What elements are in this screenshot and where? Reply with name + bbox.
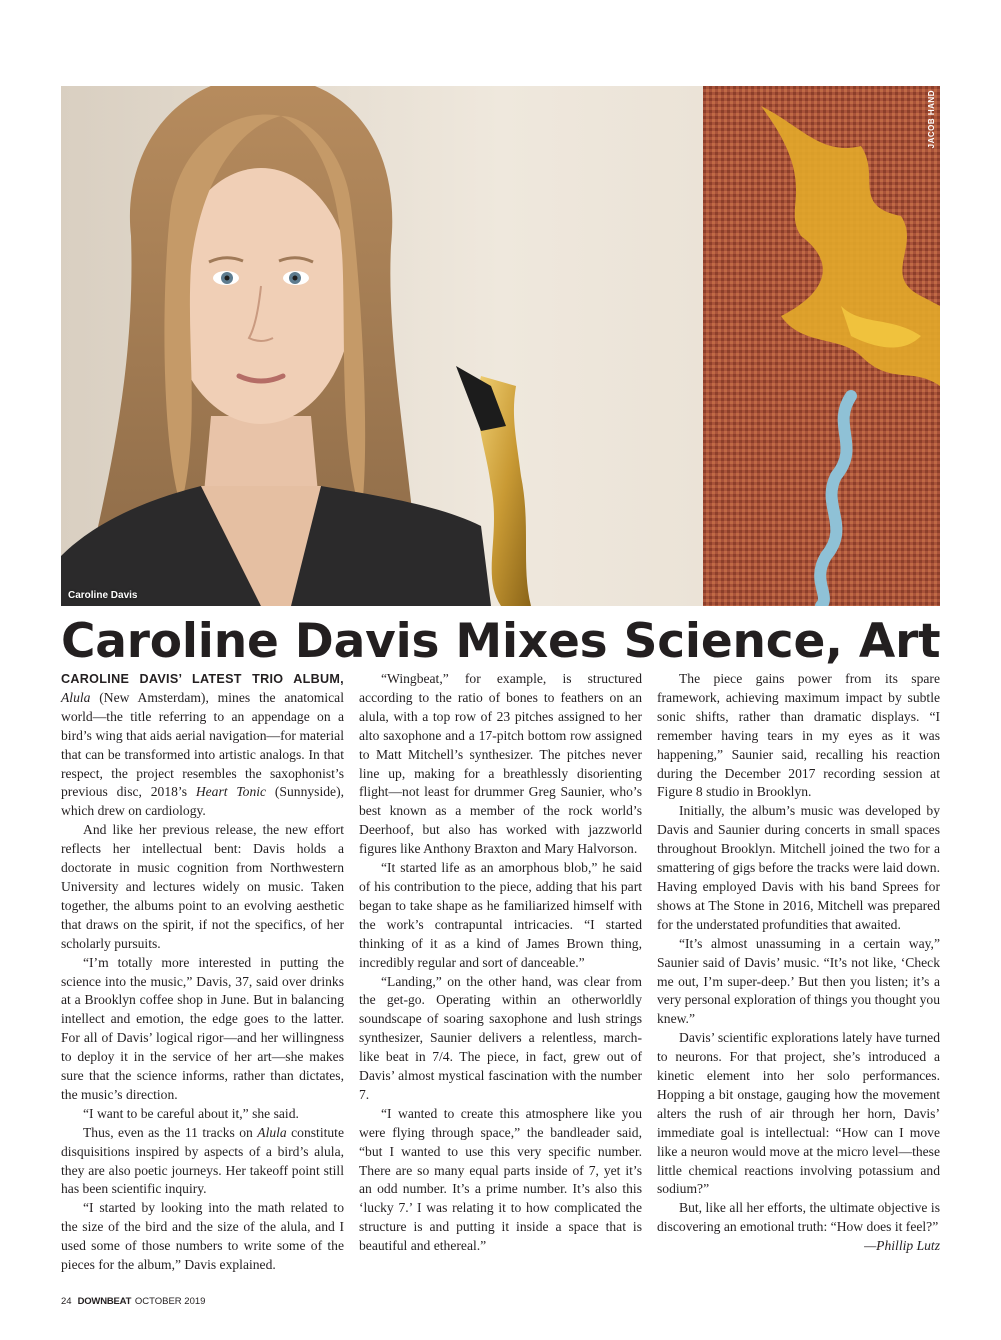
paragraph-text: (New Amsterdam), mines the anatomical world—the title referring to an appendage on a bird’s wing that aids aerial navigation—for material that can be transformed into artistic analogs. In that respect, the project resembles the saxophonist’s previous disc, 2018’s [61, 689, 344, 800]
album-title: Alula [257, 1124, 287, 1140]
article-column-1 [61, 670, 344, 1275]
paragraph-text: But, like all her efforts, the ultimate objective is discovering an emotional truth: “How does it feel?” [657, 1200, 940, 1235]
paragraph-text: (Sunnyside), which drew on cardiology. [61, 784, 344, 819]
paragraph: Davis’ scientific explorations lately have turned to neurons. For that project, she’s introduced a kinetic element into her solo performances. Hopping a bit onstage, gauging how the movement alters the rush of air through her horn, Davis’ immediate goal is intellectual: “How can I move like a neuron would move at the micro level—these little chemical reactions involving potassium and sodium?” [657, 1030, 940, 1197]
paragraph: “It’s almost unassuming in a certain way,” Saunier said of Davis’ music. “It’s not like, ‘Check me out, I’m super-deep.’ But then you listen; it’s a very personal exploration of things you thought you knew.” [657, 935, 940, 1027]
author-byline: —Phillip Lutz [864, 1238, 940, 1254]
photo-credit: JACOB HAND [927, 90, 936, 149]
paragraph: “I wanted to create this atmosphere like you were flying through space,” the bandleader said, “but I wanted to use this very specific number. There are so many equal parts inside of 7, yet it’s an odd number. It’s a prime number. It’s also this ‘lucky 7.’ I was relating it to how complicated the structure is and putting it inside a space that is beautiful and ethereal.” [359, 1105, 642, 1254]
headline: Caroline Davis Mixes Science, Art [61, 614, 941, 669]
paragraph: “I want to be careful about it,” she said. [83, 1105, 299, 1121]
paragraph: And like her previous release, the new effort reflects her intellectual bent: Davis holds a doctorate in music cognition from Northwestern University and lectures widely on music. Taken together, the albums point to an evolving aesthetic that draws on the spirit, if not the specifics, of her scholarly pursuits. [61, 822, 344, 951]
paragraph [657, 1199, 940, 1254]
paragraph: “Landing,” on the other hand, was clear from the get-go. Operating within an otherworldly soundscape of soaring saxophone and lush strings synthesizer, Saunier delivers a relentless, march-like beat in 7/4. The piece, in fact, grew out of Davis’ almost mystical fascination with the number 7. [359, 973, 642, 1102]
page-number: 24 [61, 1296, 72, 1307]
paragraph: Initially, the album’s music was developed by Davis and Saunier during concerts in small spaces throughout Brooklyn. Mitchell joined the two for a smattering of gigs before the tracks were laid down. Having employed Davis with his band Sprees for shows at The Stone in 2016, Mitchell was prepared for the understated profundities that awaited. [657, 803, 940, 932]
article-column-3 [657, 670, 940, 1256]
paragraph-text: Thus, even as the 11 tracks on [83, 1124, 258, 1140]
magazine-name: DOWNBEAT [77, 1296, 132, 1307]
album-title: Alula [61, 689, 91, 705]
paragraph: “Wingbeat,” for example, is structured according to the ratio of bones to feathers on an alula, with a top row of 23 pitches assigned to her alto saxophone and a 17-pitch bottom row assigned to Matt Mitchell’s synthesizer. The pitches never line up, making for a breathlessly disorienting flight—not least for drummer Greg Saunier, who’s best known as a member of the rock world’s Deerhoof, but also has worked with jazzworld figures like Anthony Braxton and Mary Halvorson. [359, 671, 642, 857]
lead-in: CAROLINE DAVIS’ LATEST TRIO ALBUM, [61, 672, 344, 686]
photo-caption: Caroline Davis [68, 590, 138, 601]
portrait-illustration [61, 86, 940, 606]
paragraph-text: constitute disquisitions inspired by aspects of a bird’s alula, they are also poetic journeys. Her takeoff point still has been scientific inquiry. [61, 1124, 344, 1197]
page-footer [61, 1296, 205, 1307]
paragraph: The piece gains power from its spare framework, achieving maximum impact by subtle sonic shifts, rather than dramatic displays. “I remember having tears in my eyes as it was happening,” Saunier said, recalling his reaction during the December 2017 recording session at Figure 8 studio in Brooklyn. [657, 671, 940, 800]
paragraph: “I started by looking into the math related to the size of the bird and the size of the alula, and I used some of those numbers to write some of the pieces for the album,” Davis explained. [61, 1200, 344, 1273]
paragraph: “I’m totally more interested in putting the science into the music,” Davis, 37, said over drinks at a Brooklyn coffee shop in June. But in balancing intellect and emotion, the edge goes to the latter. For all of Davis’ logical rigor—and her willingness to deploy it in the service of her art—she makes sure that the science informs, rather than dictates, the music’s direction. [61, 954, 344, 1102]
paragraph [61, 670, 344, 821]
album-title: Heart Tonic [195, 784, 267, 800]
paragraph [61, 1124, 344, 1200]
feature-photo [61, 86, 940, 606]
paragraph: “It started life as an amorphous blob,” he said of his contribution to the piece, adding that his part began to take shape as he familiarized himself with the work’s contrapuntal intricacies. “I started thinking of it as a kind of James Brown thing, incredibly regular and sort of danceable.” [359, 860, 642, 970]
article-column-2 [359, 670, 642, 1256]
issue-date: OCTOBER 2019 [134, 1296, 206, 1307]
